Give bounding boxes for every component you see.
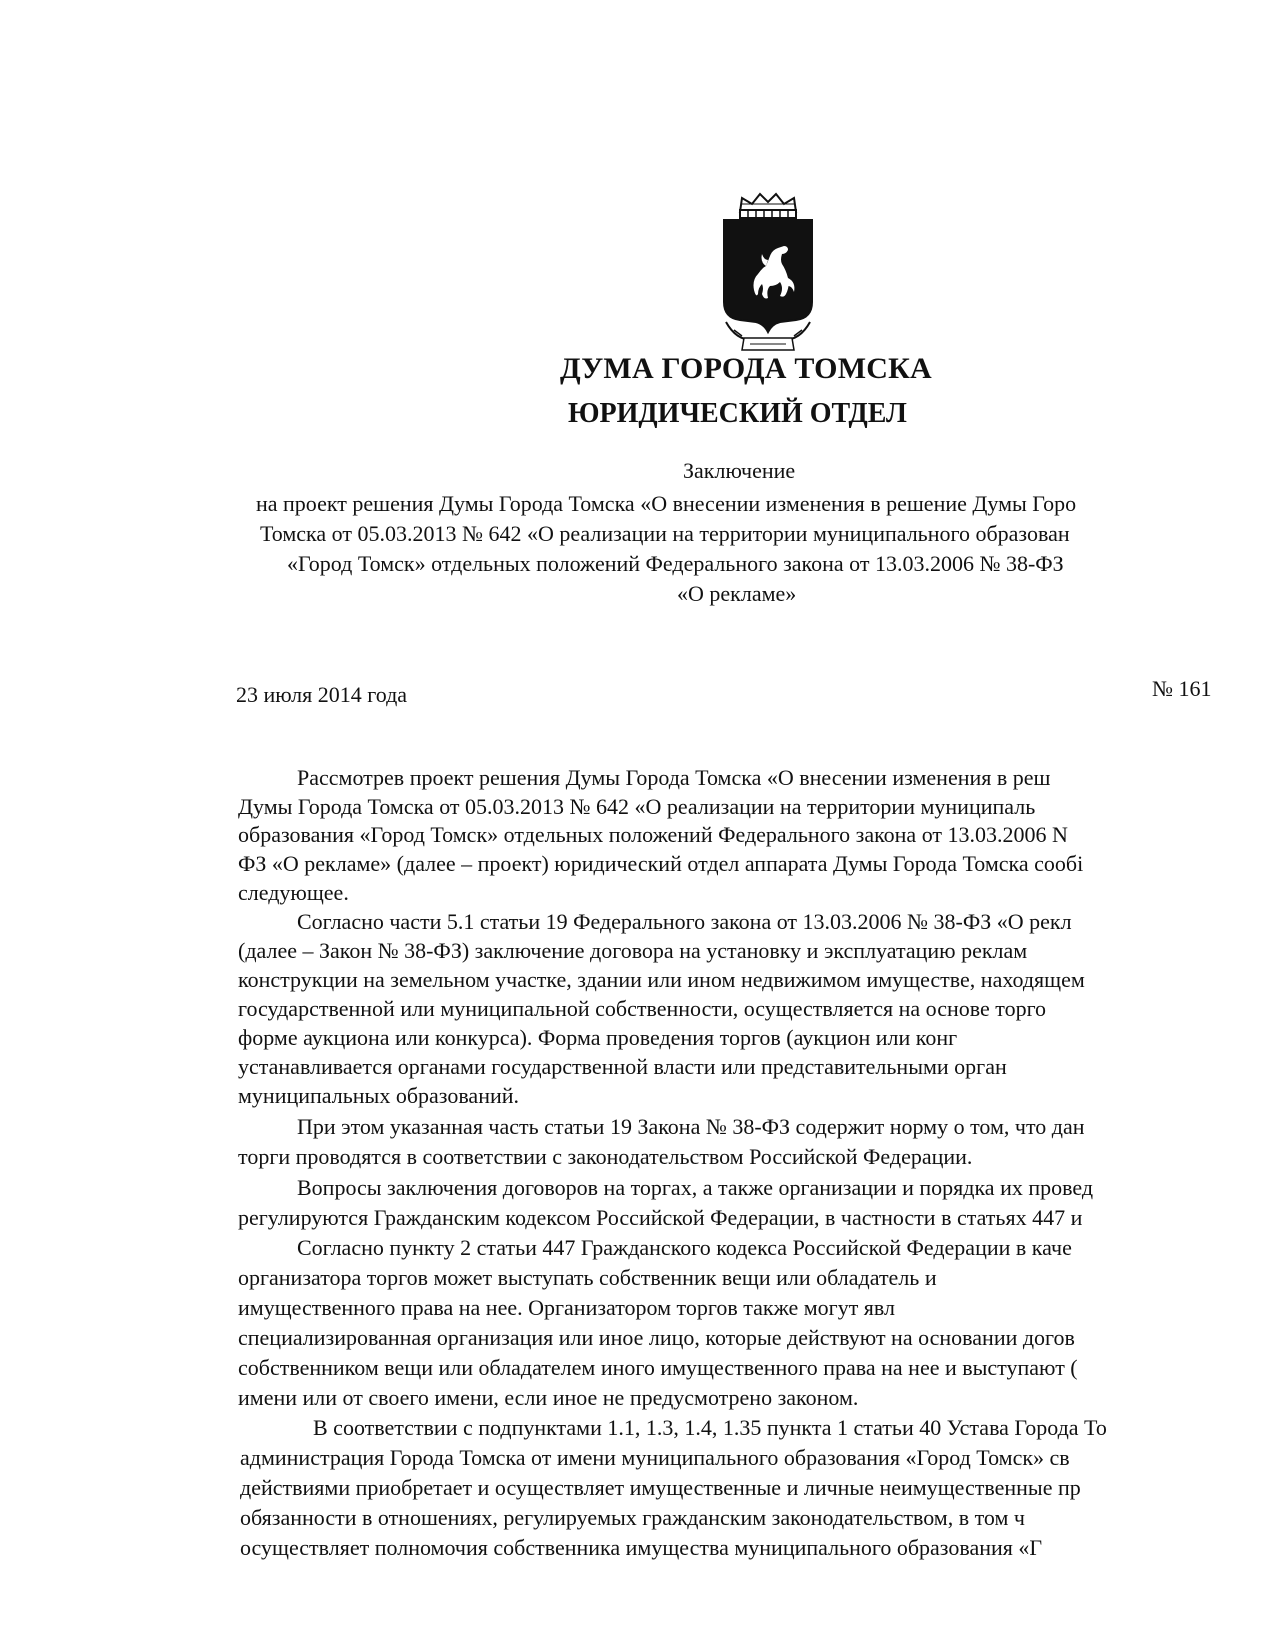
tomsk-coat-of-arms-icon [722, 190, 814, 358]
document-date: 23 июля 2014 года [236, 682, 408, 707]
document-kind: Заключение [683, 458, 796, 483]
document-number: № 161 [1152, 676, 1212, 701]
department-title: ЮРИДИЧЕСКИЙ ОТДЕЛ [568, 398, 907, 429]
body-line: администрация Города Томска от имени муниципального образования «Город Томск» св [240, 1445, 1070, 1470]
body-line: Вопросы заключения договоров на торгах, а также организации и порядка их провед [297, 1175, 1094, 1200]
body-line: специализированная организация или иное лицо, которые действуют на основании догов [238, 1325, 1075, 1350]
body-line: В соответствии с подпунктами 1.1, 1.3, 1.4, 1.35 пункта 1 статьи 40 Устава Города То [313, 1415, 1107, 1440]
body-line: конструкции на земельном участке, здании или ином недвижимом имуществе, находящем [238, 967, 1085, 992]
body-line: Рассмотрев проект решения Думы Города Томска «О внесении изменения в реш [297, 765, 1051, 790]
subject-line: Томска от 05.03.2013 № 642 «О реализации на территории муниципального образован [260, 521, 1070, 546]
body-line: Согласно части 5.1 статьи 19 Федерального закона от 13.03.2006 № 38-ФЗ «О рекл [297, 909, 1072, 934]
subject-line: на проект решения Думы Города Томска «О внесении изменения в решение Думы Горо [256, 491, 1077, 516]
body-line: образования «Город Томск» отдельных положений Федерального закона от 13.03.2006 N [238, 822, 1068, 847]
body-line: Согласно пункту 2 статьи 447 Гражданского кодекса Российской Федерации в каче [297, 1235, 1072, 1260]
body-line: осуществляет полномочия собственника имущества муниципального образования «Г [240, 1535, 1043, 1560]
body-line: ФЗ «О рекламе» (далее – проект) юридический отдел аппарата Думы Города Томска сообі [238, 851, 1084, 876]
crown-icon [740, 194, 796, 218]
subject-line: «О рекламе» [677, 581, 797, 606]
body-line: имущественного права на нее. Организатором торгов также могут явл [238, 1295, 896, 1320]
body-line: При этом указанная часть статьи 19 Закона № 38-ФЗ содержит норму о том, что дан [297, 1114, 1085, 1139]
body-line: государственной или муниципальной собственности, осуществляется на основе торго [238, 996, 1047, 1021]
body-line: имени или от своего имени, если иное не предусмотрено законом. [238, 1385, 859, 1410]
body-line: торги проводятся в соответствии с законодательством Российской Федерации. [238, 1144, 973, 1169]
body-line: следующее. [238, 880, 349, 905]
subject-line: «Город Томск» отдельных положений Федерального закона от 13.03.2006 № 38-ФЗ [287, 551, 1064, 576]
body-line: собственником вещи или обладателем иного имущественного права на нее и выступают ( [238, 1355, 1078, 1380]
body-line: (далее – Закон № 38-ФЗ) заключение договора на установку и эксплуатацию реклам [238, 938, 1028, 963]
body-line: организатора торгов может выступать собственник вещи или обладатель и [238, 1265, 937, 1290]
body-line: регулируются Гражданским кодексом Российской Федерации, в частности в статьях 447 и [238, 1205, 1083, 1230]
body-line: обязанности в отношениях, регулируемых гражданским законодательством, в том ч [240, 1505, 1025, 1530]
body-line: устанавливается органами государственной власти или представительными орган [238, 1054, 1007, 1079]
body-line: форме аукциона или конкурса). Форма проведения торгов (аукцион или конг [238, 1025, 958, 1050]
body-line: Думы Города Томска от 05.03.2013 № 642 «О реализации на территории муниципаль [238, 794, 1036, 819]
organization-title: ДУМА ГОРОДА ТОМСКА [560, 352, 932, 385]
body-line: действиями приобретает и осуществляет имущественные и личные неимущественные пр [240, 1475, 1081, 1500]
body-line: муниципальных образований. [238, 1083, 520, 1108]
